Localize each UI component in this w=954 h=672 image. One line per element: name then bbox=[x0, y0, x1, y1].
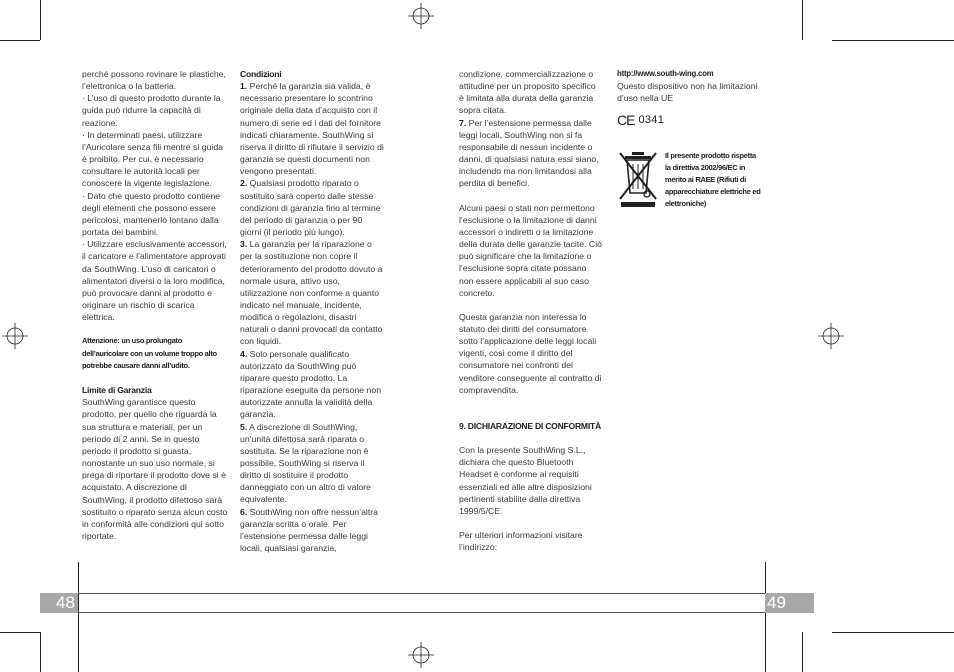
body-paragraph: · L’uso di questo prodotto durante la guida può ridurre la capacità di reazione. bbox=[82, 93, 221, 128]
condition-text: Perché la garanzia sia valida, è necessario presentare lo scontrino originale della data d’acquisto con il numero di serie ed i dati del fornitore indicati chiaramente. SouthWing si riserva il diritto di rifiutare il servizio di garanzia se questi documenti non vengono presentati. bbox=[240, 81, 384, 177]
condition-number: 3. bbox=[240, 239, 248, 250]
page-number: 49 bbox=[767, 593, 786, 612]
condition-item bbox=[459, 117, 602, 190]
body-paragraph: Questo dispositivo non ha limitazioni d’uso nella UE bbox=[617, 81, 758, 104]
page-number-bar-left bbox=[40, 593, 78, 613]
weee-notice bbox=[617, 149, 763, 211]
crop-mark bbox=[40, 0, 41, 40]
condition-number: 4. bbox=[240, 348, 248, 359]
condition-number: 2. bbox=[240, 178, 248, 189]
crop-mark bbox=[0, 40, 40, 41]
crop-mark bbox=[832, 40, 954, 41]
condition-item bbox=[240, 421, 384, 506]
page-number-bar-right bbox=[765, 593, 814, 613]
condition-item bbox=[240, 348, 384, 421]
crop-mark bbox=[802, 632, 803, 672]
body-paragraph: Questa garanzia non interessa lo statuto dei diritti del consumatore sotto l’applicazione delle leggi locali vigenti, così come il diritto del consumatore nei confronti del venditore conseguente al contratto di compravendita. bbox=[459, 311, 602, 395]
body-paragraph: Per ulteriori informazioni visitare l’indirizzo: bbox=[459, 530, 583, 553]
conformity-heading: 9. DICHIARAZIONE DI CONFORMITÀ bbox=[459, 420, 601, 431]
condition-text: SouthWing non offre nessun’altra garanzia scritta o orale. Per l’estensione permessa dalle leggi locali, qualsiasi garanzia, bbox=[240, 506, 378, 554]
attention-label: Attenzione: bbox=[82, 336, 120, 346]
body-paragraph: · Dato che questo prodotto contiene degli elementi che possono essere pericolosi, mantenerlo lontano dalla portata dei bambini. bbox=[82, 190, 221, 238]
attention-note bbox=[82, 335, 228, 372]
crossed-out-wheelie-bin-icon bbox=[617, 149, 659, 209]
ce-mark-logo: CE bbox=[617, 112, 635, 129]
right-page-column-1 bbox=[459, 68, 602, 553]
crop-mark bbox=[78, 562, 79, 672]
warranty-heading: Limite di Garanzia bbox=[82, 385, 152, 396]
body-paragraph: perché possono rovinare le plastiche, l’elettronica o la batteria. bbox=[82, 69, 226, 92]
left-page-column-1 bbox=[82, 68, 228, 542]
condition-number: 5. bbox=[240, 421, 248, 432]
condition-text: Solo personale qualificato autorizzato da SouthWing può riparare questo prodotto. La riparazione eseguita da persone non autorizzate annulla la validità della garanzia. bbox=[240, 348, 382, 420]
condition-number: 7. bbox=[459, 117, 467, 128]
ce-notified-body-number: 0341 bbox=[638, 114, 665, 127]
condition-text: Per l’estensione permessa dalle leggi locali, SouthWing non si fa responsabile di nessun incidente o danni, di qualsiasi natura essi siano, includendo ma non limitandosi alla perdita di benefici. bbox=[459, 117, 599, 189]
ce-marking bbox=[617, 112, 763, 129]
conditions-heading: Condizioni bbox=[240, 69, 282, 79]
rule-line bbox=[78, 612, 765, 613]
left-page-column-2 bbox=[240, 68, 384, 554]
condition-number: 6. bbox=[240, 506, 248, 517]
condition-text: Qualsiasi prodotto riparato o sostituito sarà coperto dalle stesse condizioni di garanzia fino al termine del periodo di garanzia o per 90 giorni (il periodo più lungo). bbox=[240, 178, 381, 238]
condition-number: 1. bbox=[240, 81, 248, 92]
registration-mark bbox=[408, 642, 434, 668]
website-url: http://www.south-wing.com bbox=[617, 69, 714, 78]
body-paragraph: · In determinati paesi, utilizzare l’Auricolare senza fili mentre si guida è proibito. Per cui, è necessario consultare le autorità locali per conoscere la vigente legislazione. bbox=[82, 129, 223, 189]
condition-text: A discrezione di SouthWing, un’unità difettosa sarà riparata o sostituita. Se la riparazione non è possibile, SouthWing si riserva il diritto di sostituire il prodotto danneggiato con un altro di valore equivalente. bbox=[240, 421, 371, 505]
crop-mark bbox=[765, 562, 766, 672]
attention-text: un uso prolungato dell’auricolare con un volume troppo alto potrebbe causare danni all’udito. bbox=[82, 336, 217, 370]
body-paragraph: Con la presente SouthWing S.L., dichiara che questo Bluetooth Headset è conforme ai requisiti essenziali ed alle altre disposizioni pertinenti stabilite dalla direttiva 1999/5/CE. bbox=[459, 445, 592, 516]
body-paragraph: SouthWing garantisce questo prodotto, per quello che riguarda la sua struttura e materiali, per un periodo di 2 anni. Se in questo periodo il prodotto si guasta, nonostante un suo uso normale, si prega di riportare il prodotto dove si è acquistato. A discrezione di SouthWing, il prodotto difettoso sarà sostituito o riparato senza alcun costo in conformità alle condizioni qui sotto riportate. bbox=[82, 397, 228, 542]
crop-mark bbox=[40, 632, 41, 672]
condition-item bbox=[240, 238, 384, 347]
body-paragraph: Alcuni paesi o stati non permettono l’esclusione o la limitazione di danni accessori o indiretti o la limitazione della durata delle garanzie tacite. Ciò può significare che la limitazione o l’esclusione sopra citate possano non essere applicabili al suo caso concreto. bbox=[459, 202, 602, 298]
registration-mark bbox=[408, 3, 434, 29]
crop-mark bbox=[832, 632, 954, 633]
condition-text: La garanzia per la riparazione o per la sostituzione non copre il deterioramento del prodotto dovuto a normale usura, attivo uso, utilizzazione non conforme a quanto indicato nel manuale, incidente, modifica o regolazioni, disastri naturali o danni provocati da contatto con liquidi. bbox=[240, 239, 383, 347]
page-number: 48 bbox=[56, 593, 75, 612]
registration-mark bbox=[818, 323, 844, 349]
body-paragraph: condizione, commercializzazione o attitudine per un proposito specifico è limitata alla durata della garanzia sopra citata. bbox=[459, 69, 596, 116]
weee-text: Il presente prodotto rispetta la direttiva 2002/96/EC in merito ai RAEE (Rifiuti di apparecchiature elettriche ed elettroniche) bbox=[665, 150, 761, 209]
crop-mark bbox=[802, 0, 803, 40]
condition-item bbox=[240, 80, 384, 177]
condition-item bbox=[240, 506, 384, 555]
crop-mark bbox=[0, 632, 40, 633]
body-paragraph: · Utilizzare esclusivamente accessori, il caricatore e l’alimentatore approvati da SouthWing. L’uso di caricatori o alimentatori diversi o la loro modifica, può provocare danni al prodotto e originare un rischio di scarica elettrica. bbox=[82, 239, 227, 323]
registration-mark bbox=[2, 323, 28, 349]
condition-item bbox=[240, 177, 384, 238]
rule-line bbox=[78, 593, 765, 594]
right-page-column-2 bbox=[617, 68, 763, 211]
